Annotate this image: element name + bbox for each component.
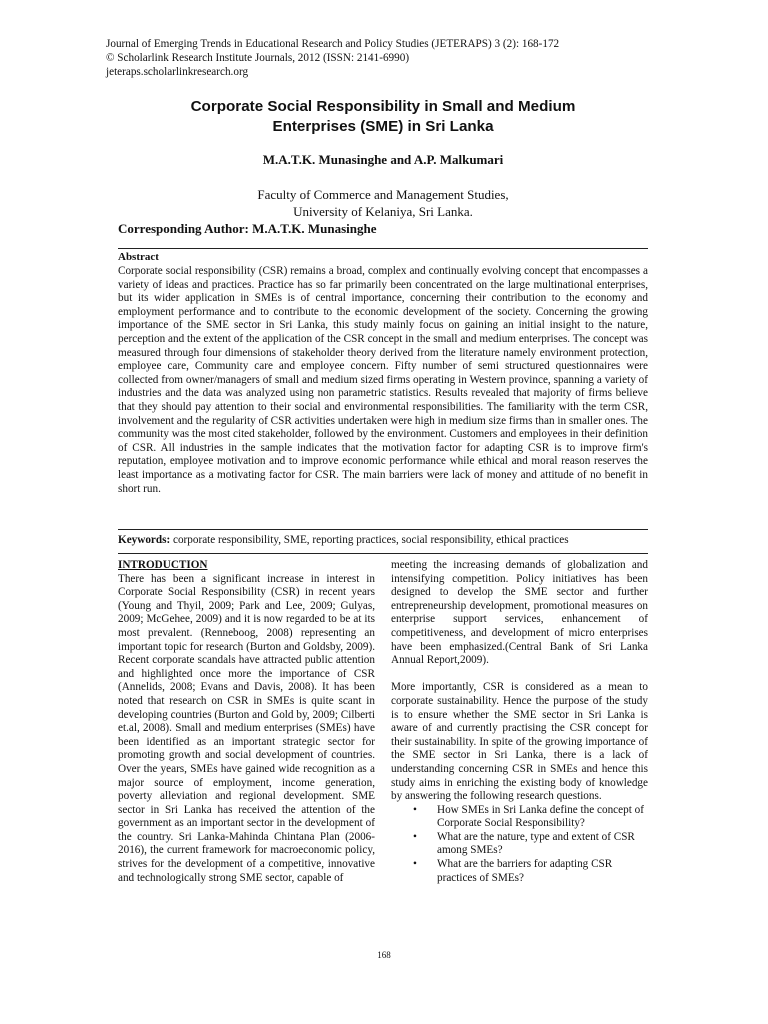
title-line-2: Enterprises (SME) in Sri Lanka [272, 118, 494, 135]
right-column [391, 559, 648, 885]
divider-top [118, 248, 648, 249]
divider-keywords [118, 553, 648, 554]
copyright-line: © Scholarlink Research Institute Journals, 2012 (ISSN: 2141-6990) [106, 52, 410, 64]
research-questions-list [391, 804, 648, 886]
right-paragraph-1: meeting the increasing demands of globalization and intensifying competition. Policy initiatives has been designed to develop the SME sector and further entrepreneurship development, promotional measures on enterprise support services, enhancement of competitiveness, and development of micro enterprises have been emphasized.(Central Bank of Sri Lanka Annual Report,2009). [391, 559, 648, 667]
journal-website: jeteraps.scholarlinkresearch.org [106, 66, 249, 78]
journal-citation: Journal of Emerging Trends in Educational Research and Policy Studies (JETERAPS) 3 (2): 168-172 [106, 38, 560, 50]
title-line-1: Corporate Social Responsibility in Small and Medium [190, 98, 576, 115]
page-number: 168 [377, 950, 391, 960]
keywords-text: corporate responsibility, SME, reporting practices, social responsibility, ethical practices [173, 534, 569, 546]
journal-header [106, 37, 559, 79]
bullet-icon: • [413, 858, 417, 871]
list-item [413, 858, 648, 885]
introduction-text: There has been a significant increase in interest in Corporate Social Responsibility (CSR) in recent years (Young and Thyil, 2009; Park and Lee, 2009; Gulyas, 2009; McGehee, 2009) and it is now regarded to be at its most prevalent. (Renneboog, 2008) representing an important topic for research (Burton and Goldsby, 2009). Recent corporate scandals have attracted public attention and highlighted once more the importance of CSR (Annelids, 2008; Evans and Davis, 2008). It has been noted that research on CSR in SMEs is quite scant in developing countries (Burton and Gold by, 2009; Cilberti et.al, 2008). Small and medium enterprises (SMEs) have been identified as an important strategic sector for promoting growth and social development of countries. Over the years, SMEs have gained wide recognition as a major source of employment, income generation, poverty alleviation and regional development. SME sector in Sri Lanka has received the attention of the government as an important sector in the development of the country. Sri Lanka-Mahinda Chintana Plan (2006-2016), the current framework for macroeconomic policy, strives for the development of a competitive, innovative and technologically strong SME sector, capable of [118, 572, 375, 884]
keywords [118, 533, 648, 547]
right-paragraph-2: More importantly, CSR is considered as a mean to corporate sustainability. Hence the purpose of the study is to ensure whether the SME sector in Sri Lanka is aware of and currently practising the CSR concept for their sustainability. In spite of the growing importance of the SME sector in Sri Lanka, there is a lack of understanding concerning CSR in SMEs and hence this study aims in enriching the existing body of knowledge by answering the following research questions. [391, 681, 648, 803]
question-text: How SMEs in Sri Lanka define the concept of Corporate Social Responsibility? [437, 803, 644, 830]
bullet-icon: • [413, 830, 417, 843]
corresponding-author: Corresponding Author: M.A.T.K. Munasinghe [118, 221, 377, 236]
abstract-text: Corporate social responsibility (CSR) remains a broad, complex and continually evolving concept that encompasses a variety of ideas and practices. Practice has so far primarily been concentrated on the large multinational enterprises, but its wider application in SMEs is of central importance, concerning their contribution to the economy and employment performance and to contribute to the economic development of the society. Concerning the growing importance of the SME sector in Sri Lanka, this study mainly focus on gaining an initial insight to the nature, perception and the extent of the application of the CSR concept in the small and medium enterprises. The concept was measured through four dimensions of stakeholder theory derived from the literature namely environment protection, employee care, Community care and employee concern. Fifty number of semi structured questionnaires were collected from owner/managers of small and medium sized firms operating in Western province, spanning a variety of industries and the data was analyzed using non parametric statistics. Results revealed that majority of firms believe that they should pay attention to their social and environmental responsibilities. The familiarity with the term CSR, involvement and the regularity of CSR activities undertaken were high in medium size firms than in smaller ones. The community was the most cited stakeholder, followed by the environment. Customers and employees in their definition of CSR. All industries in the sample indicates that the motivation factor for adapting CSR is to improve firm's reputation, employee motivation and to improve economic performance while ethical and moral reason reserves the least importance as a motivating factor for CSR. The main barriers were lack of money and attitude of no benefit in short run. [118, 265, 648, 495]
divider-abstract [118, 529, 648, 530]
keywords-label: Keywords: [118, 534, 171, 546]
affiliation-line-1: Faculty of Commerce and Management Studies, [257, 187, 509, 202]
introduction-heading: INTRODUCTION [118, 559, 208, 571]
affiliation [118, 186, 648, 220]
question-text: What are the barriers for adapting CSR practices of SMEs? [437, 858, 613, 884]
list-item [413, 804, 648, 831]
affiliation-line-2: University of Kelaniya, Sri Lanka. [293, 204, 473, 219]
authors: M.A.T.K. Munasinghe and A.P. Malkumari [262, 152, 504, 167]
question-text: What are the nature, type and extent of CSR among SMEs? [437, 830, 635, 857]
paper-title [118, 97, 648, 137]
abstract-heading: Abstract [118, 251, 159, 263]
left-column [118, 559, 375, 885]
list-item [413, 831, 648, 858]
bullet-icon: • [413, 803, 417, 816]
